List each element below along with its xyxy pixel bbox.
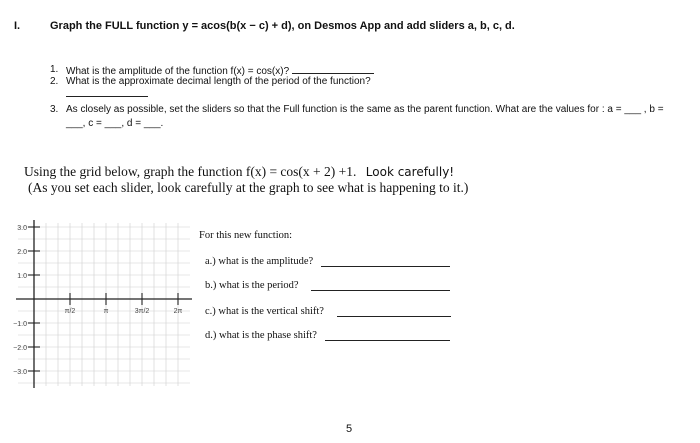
graph-instruction-text: Using the grid below, graph the function f(x) = cos(x + 2) +1.: [24, 164, 357, 179]
answer-blank[interactable]: [292, 64, 374, 74]
question-2-answer-line[interactable]: [66, 96, 148, 97]
question-2-number: 2.: [50, 76, 59, 87]
period-question: b.) what is the period?: [205, 280, 299, 291]
grid-lines: [18, 223, 190, 386]
question-3-continuation: ___, c = ___, d = ___.: [66, 118, 164, 129]
graph-instruction: [24, 164, 454, 180]
page-number: 5: [346, 423, 353, 435]
coordinate-grid[interactable]: [0, 218, 200, 390]
x-tick-label: π/2: [64, 308, 76, 315]
question-1-label: What is the amplitude of the function f(x) = cos(x)?: [66, 66, 290, 77]
new-function-heading: For this new function:: [199, 230, 293, 241]
y-tick-label: 3.0: [17, 225, 27, 232]
question-1-number: 1.: [50, 64, 59, 75]
amplitude-answer-line[interactable]: [321, 266, 450, 267]
vertical-shift-answer-line[interactable]: [337, 316, 451, 317]
y-tick-label: −2.0: [13, 345, 27, 352]
vertical-shift-question: c.) what is the vertical shift?: [205, 306, 324, 317]
question-3-text: As closely as possible, set the sliders so that the Full function is the same as the parent function. What are the values for : a = ___ , b =: [66, 104, 664, 115]
slider-instruction: (As you set each slider, look carefully at the graph to see what is happening to it.): [28, 180, 469, 195]
section-title: Graph the FULL function y = acos(b(x − c) + d), on Desmos App and add sliders a, b, c, d.: [50, 20, 515, 32]
phase-shift-question: d.) what is the phase shift?: [205, 330, 317, 341]
question-3-number: 3.: [50, 104, 59, 115]
x-tick-label: 2π: [173, 308, 183, 315]
y-tick-label: 1.0: [17, 273, 27, 280]
x-tick-label: π: [103, 308, 109, 315]
phase-shift-answer-line[interactable]: [325, 340, 450, 341]
question-2-text: What is the approximate decimal length of the period of the function?: [66, 76, 371, 87]
y-tick-label: −1.0: [13, 321, 27, 328]
y-tick-label: −3.0: [13, 369, 27, 376]
amplitude-question: a.) what is the amplitude?: [205, 256, 314, 267]
x-tick-label: 3π/2: [134, 308, 150, 315]
y-tick-label: 2.0: [17, 249, 27, 256]
look-carefully-note: Look carefully!: [365, 165, 455, 179]
section-number: I.: [14, 20, 21, 32]
period-answer-line[interactable]: [311, 290, 450, 291]
